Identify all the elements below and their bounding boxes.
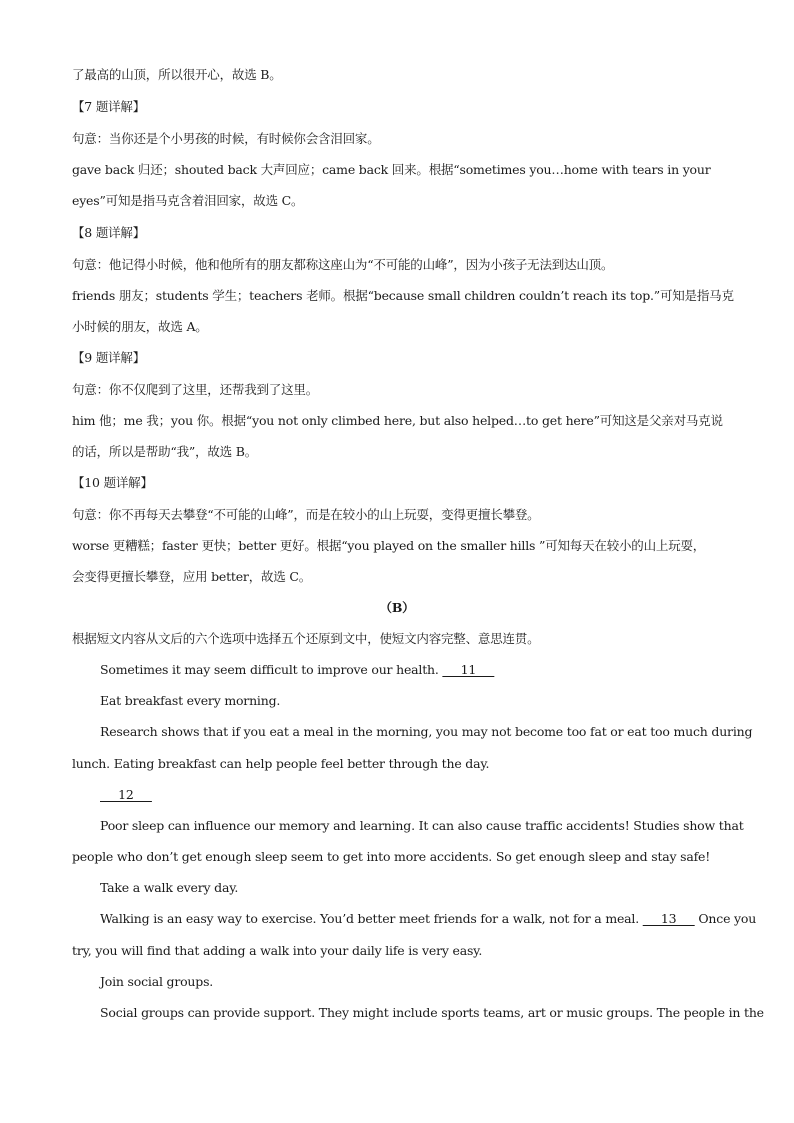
instructions: 根据短文内容从文后的六个选项中选择五个还原到文中，使短文内容完整、意思连贯。 — [72, 631, 540, 646]
passage-text: Sometimes it may seem difficult to improve our health. — [100, 662, 443, 677]
text-line: friends 朋友；students 学生；teachers 老师。根据“because small children couldn’t reach its top.”可知是指马克 — [72, 288, 734, 303]
question-heading: 【9 题详解】 — [72, 350, 146, 365]
passage-subheading: Join social groups. — [100, 974, 214, 989]
passage-line — [100, 911, 756, 927]
section-heading: （B） — [379, 600, 415, 615]
passage-line: Research shows that if you eat a meal in the morning, you may not become too fat or eat too much during — [100, 724, 753, 739]
blank-12-text: ___12___ — [100, 787, 152, 802]
text-line: 小时候的朋友，故选 A。 — [72, 319, 208, 334]
text-line: 了最高的山顶，所以很开心，故选 B。 — [72, 67, 282, 82]
passage-line: lunch. Eating breakfast can help people feel better through the day. — [72, 756, 490, 771]
passage-text: Once you — [694, 911, 757, 926]
blank-12 — [100, 787, 152, 803]
passage-line: try, you will find that adding a walk into your daily life is very easy. — [72, 943, 483, 958]
text-line: him 他；me 我；you 你。根据“you not only climbed here, but also helped…to get here”可知这是父亲对马克说 — [72, 413, 723, 428]
question-heading: 【8 题详解】 — [72, 225, 146, 240]
passage-subheading: Take a walk every day. — [100, 880, 239, 895]
text-line: 句意：当你还是个小男孩的时候，有时候你会含泪回家。 — [72, 131, 380, 146]
text-line: worse 更糟糕；faster 更快；better 更好。根据“you played on the smaller hills ”可知每天在较小的山上玩耍， — [72, 538, 706, 553]
passage-line: Poor sleep can influence our memory and learning. It can also cause traffic accidents! Studies show that — [100, 818, 744, 833]
question-heading: 【10 题详解】 — [72, 475, 153, 490]
text-line: gave back 归还；shouted back 大声回应；came back 回来。根据“sometimes you…home with tears in your — [72, 162, 711, 177]
text-line: 句意：你不仅爬到了这里，还帮我到了这里。 — [72, 382, 319, 397]
blank-13: ___13___ — [642, 911, 695, 926]
text-line: 句意：你不再每天去攀登“不可能的山峰”，而是在较小的山上玩耍，变得更擅长攀登。 — [72, 507, 540, 522]
text-line: 的话，所以是帮助“我”，故选 B。 — [72, 444, 258, 459]
blank-11: ___11___ — [442, 662, 495, 677]
text-line: 会变得更擅长攀登，应用 better，故选 C。 — [72, 569, 312, 584]
passage-line: Social groups can provide support. They might include sports teams, art or music groups. The people in the — [100, 1005, 764, 1020]
passage-line — [100, 662, 494, 678]
question-heading: 【7 题详解】 — [72, 99, 146, 114]
text-line: eyes”可知是指马克含着泪回家，故选 C。 — [72, 193, 304, 208]
text-line: 句意：他记得小时候，他和他所有的朋友都称这座山为“不可能的山峰”，因为小孩子无法到达山顶。 — [72, 257, 614, 272]
passage-subheading: Eat breakfast every morning. — [100, 693, 281, 708]
passage-text: Walking is an easy way to exercise. You’d better meet friends for a walk, not for a meal. — [100, 911, 643, 926]
passage-line: people who don’t get enough sleep seem to get into more accidents. So get enough sleep and stay safe! — [72, 849, 711, 864]
